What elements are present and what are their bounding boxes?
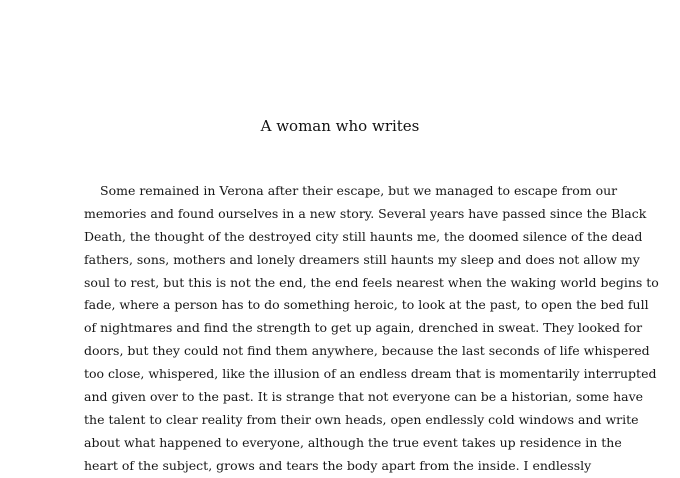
text-line: memories and found ourselves in a new story. Several years have passed since the Black — [84, 205, 647, 221]
text-line: too close, whispered, like the illusion of an endless dream that is momentarily interrupted — [84, 366, 657, 382]
text-line: soul to rest, but this is not the end, the end feels nearest when the waking world begins to — [84, 274, 659, 290]
text-line: fathers, sons, mothers and lonely dreamers still haunts my sleep and does not allow my — [84, 251, 640, 267]
text-line: doors, but they could not find them anywhere, because the last seconds of life whispered — [84, 343, 650, 359]
text-line: heart of the subject, grows and tears the body apart from the inside. I endlessly — [84, 457, 592, 473]
text-line: fade, where a person has to do something heroic, to look at the past, to open the bed full — [84, 297, 649, 313]
chapter-title: A woman who writes — [260, 117, 420, 135]
text-line: of nightmares and find the strength to get up again, drenched in sweat. They looked for — [84, 320, 643, 336]
text-line: Some remained in Verona after their escape, but we managed to escape from our — [100, 183, 618, 198]
body-paragraph — [84, 180, 659, 478]
text-line: the talent to clear reality from their own heads, open endlessly cold windows and write — [84, 411, 639, 427]
text-line: Death, the thought of the destroyed city still haunts me, the doomed silence of the dead — [84, 228, 643, 244]
text-line: about what happened to everyone, although the true event takes up residence in the — [84, 434, 622, 450]
text-line: and given over to the past. It is strange that not everyone can be a historian, some have — [84, 389, 644, 405]
